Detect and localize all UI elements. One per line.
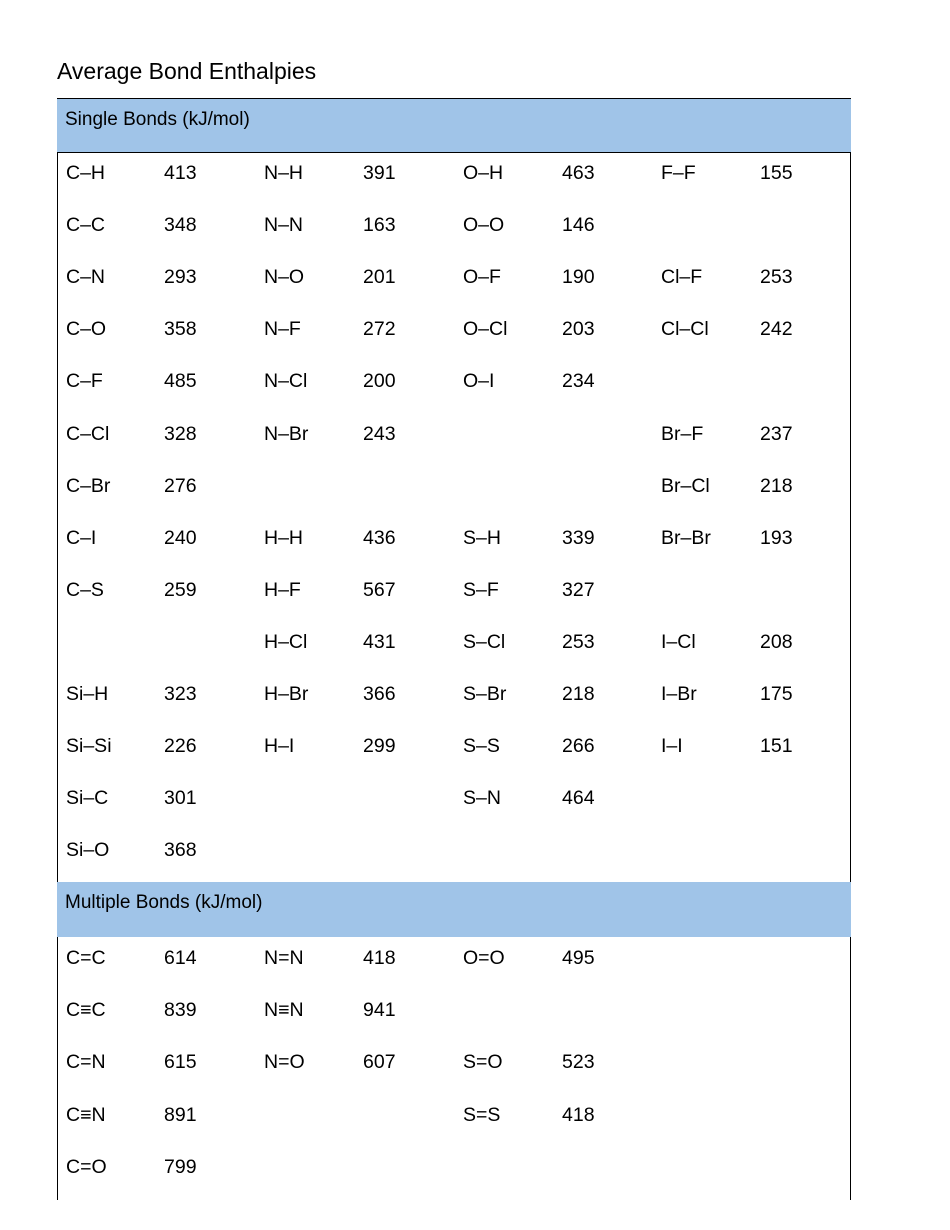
bond-label: Br–Cl [661,474,710,497]
table-row [58,366,850,396]
bond-enthalpy-table [57,98,851,1200]
bond-enthalpy-value: 431 [363,630,396,653]
bond-label: N=O [264,1051,305,1074]
bond-label: C–O [66,318,107,341]
single-bonds-header [57,99,851,153]
bond-label: S–F [463,578,499,601]
bond-enthalpy-value: 253 [760,266,793,289]
bond-enthalpy-value: 218 [562,683,595,705]
bond-label: H–Br [264,683,309,705]
bond-label: H–F [264,578,301,601]
bond-label: C=O [66,1155,107,1178]
bond-enthalpy-value: 323 [164,683,197,705]
bond-enthalpy-value: 327 [562,578,595,601]
table-row [58,262,850,292]
section-title: Multiple Bonds (kJ/mol) [65,892,263,913]
bond-label: Si–C [66,787,109,810]
table-row [58,1100,850,1130]
bond-label: H–I [264,735,295,758]
bond-label: N–N [264,214,304,237]
table-row [58,419,850,449]
bond-label: C–S [66,578,104,601]
bond-label: H–Cl [264,630,308,653]
bond-enthalpy-value: 436 [363,526,396,549]
bond-enthalpy-value: 368 [164,839,197,862]
bond-enthalpy-value: 941 [363,999,396,1022]
bond-enthalpy-value: 418 [562,1103,595,1126]
bond-label: C–N [66,266,106,289]
bond-label: C–Cl [66,422,110,445]
bond-label: N–Br [264,422,309,445]
bond-enthalpy-value: 193 [760,526,793,549]
bond-label: N≡N [264,999,304,1022]
bond-label: S–Br [463,683,507,705]
bond-label: C≡N [66,1103,106,1126]
table-row [58,627,850,657]
bond-label: Si–H [66,683,109,705]
bond-label: O–I [463,370,495,393]
bond-label: N=N [264,947,304,969]
bond-label: Br–Br [661,526,711,549]
bond-label: O–Cl [463,318,508,341]
bond-label: S–N [463,787,501,810]
bond-enthalpy-value: 237 [760,422,793,445]
bond-label: S–Cl [463,630,506,653]
table-row [58,210,850,240]
bond-enthalpy-value: 203 [562,318,595,341]
bond-label: O–H [463,162,504,184]
bond-label: C–C [66,214,106,237]
bond-label: S–S [463,735,500,758]
bond-label: Br–F [661,422,704,445]
bond-label: O–O [463,214,505,237]
bond-label: H–H [264,526,304,549]
bond-enthalpy-value: 328 [164,422,197,445]
bond-label: O=O [463,947,505,969]
bond-label: Cl–Cl [661,318,709,341]
table-row [58,995,850,1025]
table-row [58,575,850,605]
bond-label: N–O [264,266,305,289]
bond-label: S–H [463,526,501,549]
bond-enthalpy-value: 495 [562,947,595,969]
bond-label: S=O [463,1051,503,1074]
bond-enthalpy-value: 218 [760,474,793,497]
table-row [58,731,850,761]
bond-enthalpy-value: 413 [164,162,197,184]
table-row [58,471,850,501]
bond-enthalpy-value: 240 [164,526,197,549]
bond-enthalpy-value: 234 [562,370,595,393]
bond-label: C–F [66,370,103,393]
bond-enthalpy-value: 358 [164,318,197,341]
table-row [58,783,850,813]
bond-enthalpy-value: 366 [363,683,396,705]
bond-enthalpy-value: 155 [760,162,793,184]
multiple-bonds-header [57,882,851,937]
bond-enthalpy-value: 799 [164,1155,197,1178]
bond-enthalpy-value: 464 [562,787,595,810]
table-row [58,314,850,344]
bond-label: C–I [66,526,97,549]
bond-enthalpy-value: 175 [760,683,793,705]
bond-enthalpy-value: 348 [164,214,197,237]
bond-enthalpy-value: 607 [363,1051,396,1074]
table-row [58,523,850,553]
bond-label: S=S [463,1103,501,1126]
bond-enthalpy-value: 463 [562,162,595,184]
table-row [58,679,850,709]
bond-label: O–F [463,266,501,289]
table-row [58,943,850,973]
bond-label: I–Br [661,683,697,705]
bond-label: C–Br [66,474,111,497]
table-row [58,835,850,865]
bond-enthalpy-value: 243 [363,422,396,445]
bond-label: C=C [66,947,106,969]
bond-enthalpy-value: 190 [562,266,595,289]
bond-enthalpy-value: 523 [562,1051,595,1074]
bond-label: Si–O [66,839,110,862]
bond-enthalpy-value: 266 [562,735,595,758]
bond-enthalpy-value: 891 [164,1103,197,1126]
table-row [58,1047,850,1077]
bond-label: N–Cl [264,370,308,393]
bond-label: I–Cl [661,630,696,653]
bond-enthalpy-value: 163 [363,214,396,237]
bond-enthalpy-value: 339 [562,526,595,549]
bond-enthalpy-value: 253 [562,630,595,653]
bond-enthalpy-value: 208 [760,630,793,653]
bond-enthalpy-value: 146 [562,214,595,237]
bond-label: F–F [661,162,696,184]
bond-enthalpy-value: 485 [164,370,197,393]
bond-label: C–H [66,162,106,184]
section-title: Single Bonds (kJ/mol) [65,109,250,130]
bond-label: N–H [264,162,304,184]
bond-enthalpy-value: 391 [363,162,396,184]
bond-label: Cl–F [661,266,703,289]
table-row [58,158,850,188]
bond-enthalpy-value: 276 [164,474,197,497]
bond-enthalpy-value: 242 [760,318,793,341]
bond-enthalpy-value: 259 [164,578,197,601]
bond-enthalpy-value: 615 [164,1051,197,1074]
bond-enthalpy-value: 201 [363,266,396,289]
bond-label: C≡C [66,999,106,1022]
bond-enthalpy-value: 614 [164,947,197,969]
bond-enthalpy-value: 293 [164,266,197,289]
bond-enthalpy-value: 272 [363,318,396,341]
table-row [58,1152,850,1182]
bond-enthalpy-value: 299 [363,735,396,758]
bond-enthalpy-value: 200 [363,370,396,393]
bond-enthalpy-value: 301 [164,787,197,810]
bond-label: Si–Si [66,735,112,758]
page-title: Average Bond Enthalpies [57,58,317,84]
bond-enthalpy-value: 418 [363,947,396,969]
bond-label: C=N [66,1051,106,1074]
bond-enthalpy-value: 567 [363,578,396,601]
bond-label: I–I [661,735,683,758]
bond-enthalpy-value: 151 [760,735,793,758]
bond-enthalpy-value: 226 [164,735,197,758]
bond-label: N–F [264,318,301,341]
bond-enthalpy-value: 839 [164,999,197,1022]
